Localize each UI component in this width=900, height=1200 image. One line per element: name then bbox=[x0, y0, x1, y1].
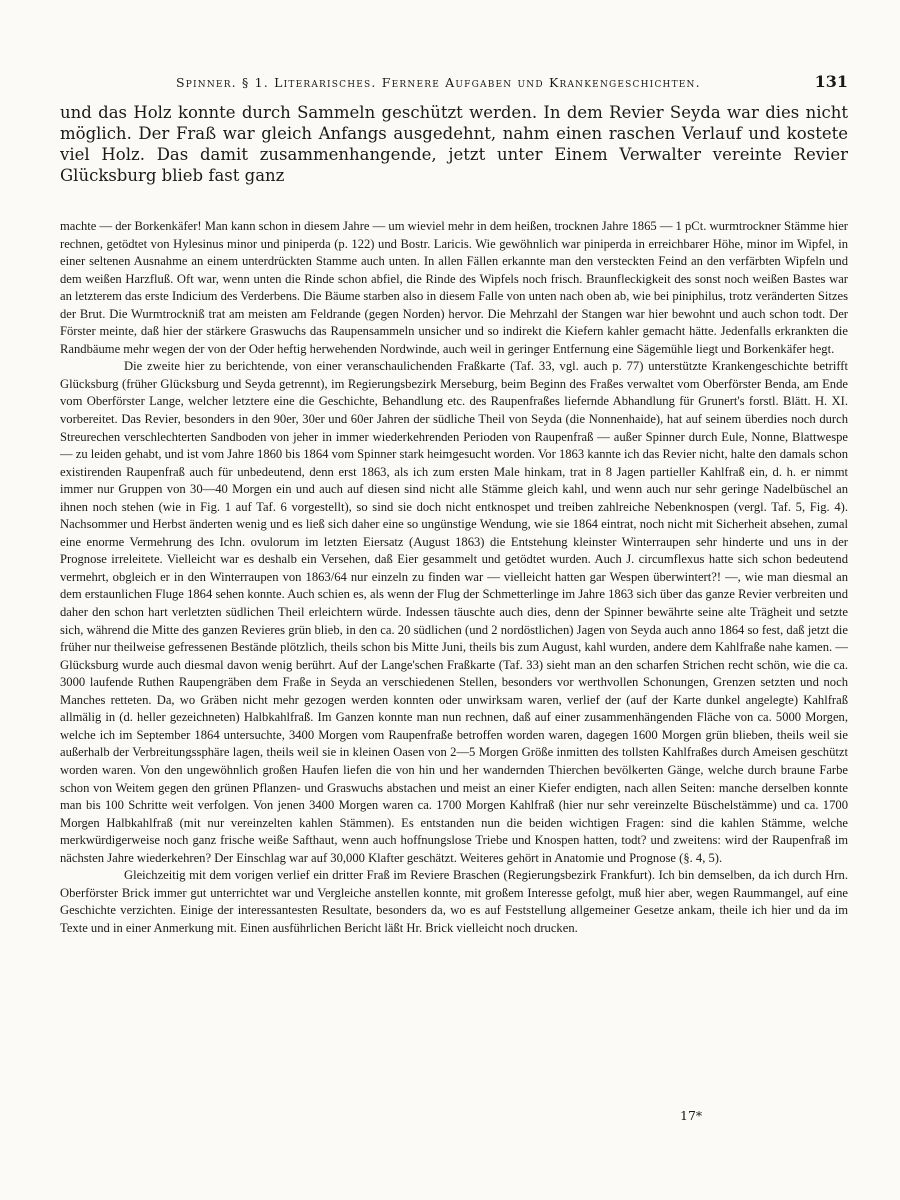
paragraph-gluecksburg: Die zweite hier zu berichtende, von einer veranschaulichenden Fraßkarte (Taf. 33, vgl. auch p. 77) unterstützte Krankengeschichte betrifft Glücksburg (früher Glücksburg und Seyda getrennt), im Regierungsbezirk Merseburg, beim Beginn des Fraßes verwaltet vom Oberförster Benda, am Ende vom Oberförster Lange, welcher letztere eine die Geschichte, Behandlung etc. des Raupenfraßes liefernde Abhandlung für Grunert's forstl. Blätt. H. XI. vorbereitet. Das Revier, besonders in den 90er, 30er und 60er Jahren der südliche Theil von Seyda (die Nonnenhaide), hat auf seinem überdies noch durch Streurechen verschlechterten Sandboden von jeher in immer wiederkehrenden Perioden von Raupenfraß — außer Spinner durch Eule, Nonne, Blattwespe — zu leiden gehabt, und ist vom Jahre 1860 bis 1864 vom Spinner stark heimgesucht worden. Vor 1863 kannte ich das Revier nicht, halte den damals schon existirenden Raupenfraß auch für unbedeutend, denn erst 1863, als ich zum ersten Male hinkam, trat in 8 Jagen partieller Kahlfraß ein, d. h. er nimmt immer nur Gruppen von 30—40 Morgen ein und auch auf diesen sind nicht alle Stämme gleich kahl, und wenn auch nur sehr geringe Nadelbüschel an ihnen noch stehen (wie in Fig. 1 auf Taf. 6 vorgestellt), so sind sie doch nicht entknospet und treiben zahlreiche Nebenknospen (vergl. Taf. 5, Fig. 4). Nachsommer und Herbst änderten wenig und es ließ sich daher eine so ungünstige Wendung, wie sie 1864 eintrat, noch nicht mit Sicherheit absehen, zumal eine enorme Vermehrung des Ichn. ovulorum im letzten Eiersatz (August 1863) die Entstehung kleinster Winterraupen sehr hinderte und uns in der Prognose irreleitete. Vielleicht war es deshalb ein Versehen, daß Eier gesammelt und getödtet wurden. Auch J. circumflexus hatte sich schon bedeutend vermehrt, obgleich er in den Winterraupen von 1863/64 nur einzeln zu finden war — vielleicht hatten gar Wespen überwintert?! —, wie man diesmal an dem erstaunlichen Fluge 1864 sehen konnte. Auch schien es, als wenn der Flug der Schmetterlinge im Jahre 1863 sich über das ganze Revier verbreiten und daher den schon hart verletzten südlichen Theil erleichtern würde. Indessen täuschte auch dies, denn der Spinner bewährte seine alte Trägheit und setzte sich, während die Mitte des ganzen Revieres grün blieb, in den ca. 20 südlichen (und 2 nordöstlichen) Jagen von Seyda auch anno 1864 so fest, daß jetzt die früher nur theilweise gefressenen Bestände plötzlich, theils schon bis Mitte Juni, theils bis zum August, kahl wurden, andere dem Kahlfraße nahe kamen. — Glücksburg wurde auch diesmal davon wenig berührt. Auf der Lange'schen Fraßkarte (Taf. 33) sieht man an den scharfen Strichen recht schön, wie die ca. 3000 laufende Ruthen Raupengräben dem Fraße in Seyda an verschiedenen Stellen, besonders vor werthvollen Schonungen, Grenzen setzten und noch Manches retteten. Da, wo Gräben nicht mehr gezogen werden konnten oder unwirksam waren, verlief der (auf der Karte dunkel angelegte) Kahlfraß allmälig in (d. heller gezeichneten) Halbkahlfraß. Im Ganzen konnte man nun rechnen, daß auf einer zusammenhängenden Fläche von ca. 5000 Morgen, welche ich im September 1864 untersuchte, 3400 Morgen vom Raupenfraße betroffen worden waren, dagegen 1600 Morgen grün blieben, theils weil sie außerhalb der Verbreitungssphäre lagen, theils weil sie in kleinen Oasen von 2—5 Morgen Größe inmitten des tollsten Kahlfraßes durch Ameisen geschützt worden waren. Von den ungewöhnlich großen Haufen liefen die von hin und her wandernden Thierchen bevölkerten Gänge, welche durch braune Farbe schon von Weitem gegen den grünen Pflanzen- und Graswuchs abstachen und meist an einer Kiefer endigten, nach allen Seiten: manche derselben konnte man bis 100 Schritte weit verfolgen. Von jenen 3400 Morgen waren ca. 1700 Morgen Kahlfraß (hier nur sehr vereinzelte Büschelstämme) und ca. 1700 Morgen Halbkahlfraß (mit nur vereinzelten kahlen Stämmen). Es entstanden nun die beiden wichtigen Fragen: sind die kahlen Stämme, welche merkwürdigerweise noch ganz frische weiße Safthaut, wenn auch hoffnungslose Triebe und Knospen hatten, todt? und zweitens: wird der Raupenfraß im nächsten Jahre wiederkehren? Der Einschlag war auf 30,000 Klafter geschätzt. Weiteres gehört in Anatomie und Prognose (§. 4, 5). bbox=[60, 359, 848, 865]
paragraph-borkenkaefer: machte — der Borkenkäfer! Man kann schon in diesem Jahre — um wieviel mehr in dem heißen, trocknen Jahre 1865 — 1 pCt. wurmtrockner Stämme hier rechnen, getödtet von Hylesinus minor und piniperda (p. 122) und Bostr. Laricis. Wie gewöhnlich war piniperda in erreichbarer Höhe, minor im Wipfel, in einer seltenen Ausnahme an einem unterdrückten Stamme auch unten. In allen Fällen erkannte man den versteckten Feind an den verfärbten Wipfeln und dem weißen Harzfluß. Oft war, wenn unten die Rinde schon abfiel, die Rinde des Wipfels noch frisch. Braunfleckigkeit des sonst noch weißen Bastes war an letzterem das erste Indicium des Verderbens. Die Bäume starben also in diesem Falle von unten nach oben ab, wie bei piniphilus, trotz veränderten Sitzes der Brut. Die Wurmtrockniß trat am meisten am Feldrande (gegen Norden) hervor. Die Mehrzahl der Stangen war hier bewohnt und auch schon todt. Der Förster meinte, daß hier der stärkere Graswuchs das Raupensammeln unsicher und so indirekt die Kiefern kahler gemacht hätte. Jedenfalls erkrankten die Randbäume mehr wegen der von der Oder heftig herwehenden Nordwinde, auch weil in geringer Entfernung eine Sägemühle liegt und Borkenkäfer hegt. bbox=[60, 219, 848, 356]
page-header bbox=[60, 72, 848, 91]
body-text bbox=[60, 218, 848, 937]
running-head: Spinner. § 1. Literarisches. Fernere Aufgaben und Krankengeschichten. bbox=[176, 75, 701, 90]
intro-paragraph: und das Holz konnte durch Sammeln geschützt werden. In dem Revier Seyda war dies nicht möglich. Der Fraß war gleich Anfangs ausgedehnt, nahm einen raschen Verlauf und kostete viel Holz. Das damit zusammenhangende, jetzt unter Einem Verwalter vereinte Revier Glücksburg blieb fast ganz bbox=[60, 103, 848, 185]
intro-text bbox=[60, 102, 848, 186]
paragraph-braschen: Gleichzeitig mit dem vorigen verlief ein dritter Fraß im Reviere Braschen (Regierungsbezirk Frankfurt). Ich bin demselben, da ich durch Hrn. Oberförster Brick immer gut unterrichtet war und Vergleiche anstellen konnte, mit großem Interesse gefolgt, muß hier aber, wegen Raummangel, auf eine Geschichte verzichten. Einige der interessantesten Resultate, besonders da, wo es auf Feststellung allgemeiner Gesetze ankam, theile ich hier und da im Texte und in einer Anmerkung mit. Einen ausführlichen Bericht läßt Hr. Brick vielleicht noch drucken. bbox=[60, 868, 848, 935]
sheet-signature: 17* bbox=[680, 1108, 703, 1123]
page-number: 131 bbox=[814, 72, 848, 91]
